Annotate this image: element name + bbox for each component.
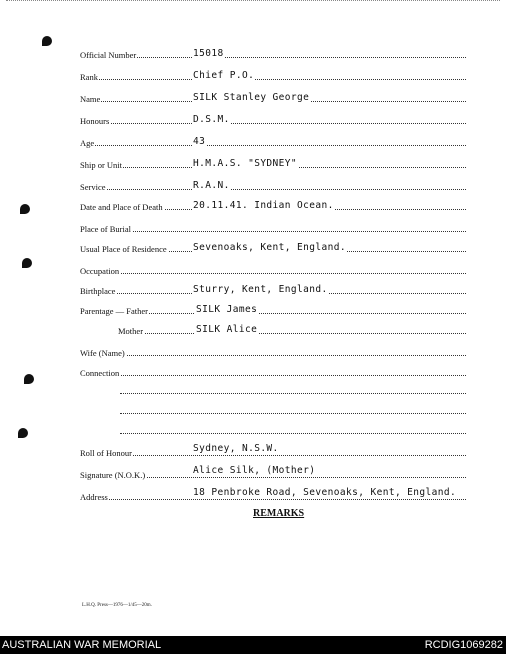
field-label: Place of Burial	[80, 224, 131, 234]
field-roll-of-honour	[80, 444, 466, 458]
connection-line	[120, 432, 466, 434]
field-label: Rank	[80, 72, 98, 82]
field-value: 43	[193, 136, 206, 147]
field-value: SILK Alice	[196, 324, 258, 335]
field-label: Address	[80, 492, 108, 502]
field-name	[80, 90, 466, 104]
field-value: Sturry, Kent, England.	[193, 284, 328, 295]
dotted-line	[80, 455, 466, 456]
field-label: Birthplace	[80, 286, 116, 296]
field-honours	[80, 112, 466, 126]
field-wife-name	[80, 344, 466, 358]
printer-imprint: L.H.Q. Press—1976—1/45—20m.	[82, 603, 152, 608]
field-label: Roll of Honour	[80, 448, 132, 458]
field-place-of-burial	[80, 220, 466, 234]
field-value: Chief P.O.	[193, 70, 255, 81]
field-value: D.S.M.	[193, 114, 230, 125]
field-birthplace	[80, 282, 466, 296]
field-usual-residence	[80, 240, 466, 254]
field-label: Honours	[80, 116, 110, 126]
dotted-line	[80, 273, 466, 274]
field-value: SILK James	[196, 304, 258, 315]
field-label: Ship or Unit	[80, 160, 123, 170]
dotted-line	[80, 355, 466, 356]
remarks-heading: REMARKS	[253, 508, 305, 519]
field-label: Date and Place of Death	[80, 202, 163, 212]
dotted-line	[80, 189, 466, 190]
field-label: Service	[80, 182, 106, 192]
field-label: Connection	[80, 368, 120, 378]
top-dotted-rule	[6, 0, 500, 2]
dotted-line	[80, 79, 466, 80]
field-label: Official Number	[80, 50, 137, 60]
dotted-line	[118, 333, 466, 334]
punch-hole-icon	[24, 374, 34, 384]
field-mother	[118, 322, 466, 336]
punch-hole-icon	[22, 258, 32, 268]
field-label: Name	[80, 94, 101, 104]
field-label: Age	[80, 138, 95, 148]
punch-hole-icon	[42, 36, 52, 46]
field-value: R.A.N.	[193, 180, 230, 191]
field-rank	[80, 68, 466, 82]
connection-line	[120, 412, 466, 414]
field-value: 20.11.41. Indian Ocean.	[193, 200, 334, 211]
field-value: Sevenoaks, Kent, England.	[193, 242, 346, 253]
field-parentage-father	[80, 302, 466, 316]
dotted-line	[80, 145, 466, 146]
field-value: SILK Stanley George	[193, 92, 310, 103]
field-connection	[80, 364, 466, 378]
field-address	[80, 488, 466, 502]
field-label: Usual Place of Residence	[80, 244, 167, 254]
field-label: Wife (Name)	[80, 348, 125, 358]
field-age	[80, 134, 466, 148]
field-value: H.M.A.S. "SYDNEY"	[193, 158, 298, 169]
field-official-number	[80, 46, 466, 60]
dotted-line	[80, 231, 466, 232]
field-label: Mother	[118, 326, 144, 336]
field-label: Occupation	[80, 266, 120, 276]
dotted-line	[80, 375, 466, 376]
punch-hole-icon	[18, 428, 28, 438]
field-occupation	[80, 262, 466, 276]
archive-footer-bar	[0, 636, 506, 654]
field-signature-nok	[80, 466, 466, 480]
field-label: Parentage — Father	[80, 306, 148, 316]
field-date-place-of-death	[80, 198, 466, 212]
field-service	[80, 178, 466, 192]
punch-hole-icon	[20, 204, 30, 214]
footer-record-id: RCDIG1069282	[424, 639, 503, 651]
dotted-line	[80, 123, 466, 124]
connection-line	[120, 392, 466, 394]
field-value: Alice Silk, (Mother)	[193, 465, 316, 476]
field-ship-or-unit	[80, 156, 466, 170]
field-value: 18 Penbroke Road, Sevenoaks, Kent, England.	[193, 487, 457, 498]
field-label: Signature (N.O.K.)	[80, 470, 146, 480]
dotted-line	[80, 57, 466, 58]
dotted-line	[80, 499, 466, 500]
field-value: 15018	[193, 48, 224, 59]
field-value: Sydney, N.S.W.	[193, 443, 279, 454]
footer-institution: AUSTRALIAN WAR MEMORIAL	[2, 639, 162, 651]
